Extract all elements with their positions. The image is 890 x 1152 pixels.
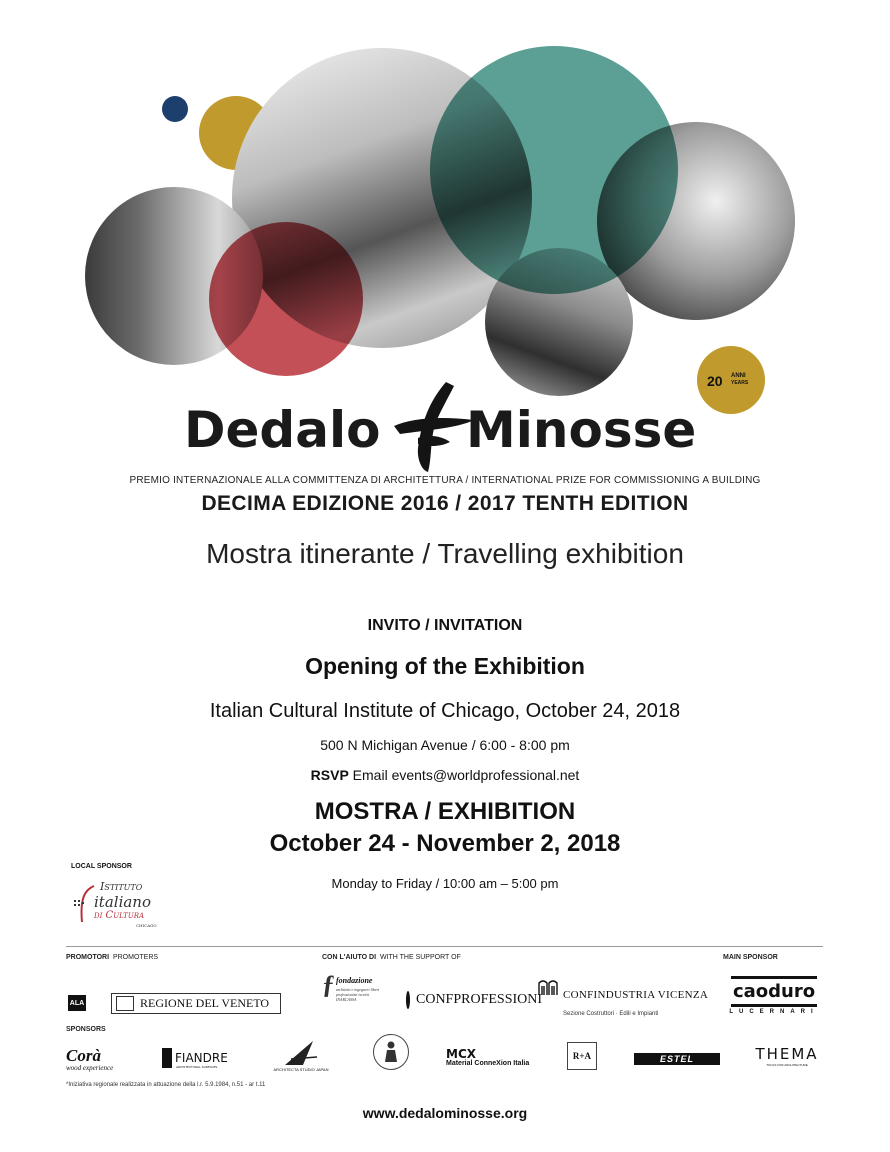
- confindustria-sub: Sezione Costruttori · Edili e Impianti: [563, 1011, 659, 1017]
- opening-title: Opening of the Exhibition: [305, 653, 585, 679]
- venue-text: Italian Cultural Institute of Chicago, October 24, 2018: [209, 700, 681, 722]
- cora-logo: [66, 1042, 124, 1076]
- sponsors-label: [66, 1026, 106, 1033]
- brush-stroke-icon: [388, 378, 478, 474]
- teal-circle: [430, 46, 678, 294]
- thema-sub: TOOLS FOR ARCHITECTURE: [766, 1063, 808, 1067]
- confprofessioni-icon: [406, 991, 410, 1009]
- anniversary-label: [731, 373, 748, 387]
- rsvp-line: [0, 767, 890, 783]
- iic-line1: Istituto: [100, 880, 143, 893]
- thema-text: THEMA: [755, 1045, 819, 1063]
- website-link[interactable]: www.dedalominosse.org: [362, 1105, 528, 1121]
- thema-logo: [750, 1046, 824, 1066]
- confprofessioni-text: CONFPROFESSIONI: [416, 992, 543, 1007]
- confindustria-icon: [537, 978, 559, 996]
- support-label-it: CON L'AIUTO DI: [322, 954, 377, 961]
- mcx-text: MCX: [446, 1046, 476, 1061]
- promoters-label-en: PROMOTERS: [112, 954, 159, 961]
- invitation-heading: INVITO / INVITATION: [367, 617, 523, 634]
- caoduro-logo: [724, 972, 824, 1018]
- fiandre-text: FIANDRE: [175, 1051, 228, 1065]
- fondazione-f-icon: ƒ: [322, 970, 335, 999]
- fiandre-logo: [162, 1045, 236, 1071]
- fiandre-mark-icon: [162, 1048, 172, 1068]
- istituto-italiano-cultura-logo: [72, 880, 172, 932]
- caoduro-text: caoduro: [731, 976, 817, 1007]
- confindustria-vicenza-logo: [537, 978, 709, 1018]
- rsvp-email[interactable]: Email events@worldprofessional.net: [348, 767, 580, 783]
- cora-text: Corà: [66, 1045, 101, 1065]
- main-sponsor-label: [723, 954, 778, 961]
- cora-sub: wood experience: [66, 1063, 114, 1072]
- logo-dedalo: Dedalo: [184, 401, 381, 459]
- iic-line3: di Cultura: [94, 910, 145, 921]
- confprofessioni-logo: [406, 987, 543, 1013]
- fondazione-inarcassa-logo: [322, 970, 382, 1016]
- exhibition-hours: Monday to Friday / 10:00 am – 5:00 pm: [331, 876, 559, 891]
- address-text: 500 N Michigan Avenue / 6:00 - 8:00 pm: [320, 737, 570, 753]
- prize-subtitle: PREMIO INTERNAZIONALE ALLA COMMITTENZA DI ARCHITETTURA / INTERNATIONAL PRIZE FOR COMMISSIONING A BUILDING: [129, 475, 761, 486]
- anniversary-label-en: YEARS: [731, 380, 749, 386]
- local-sponsor-label: LOCAL SPONSOR: [71, 863, 132, 870]
- anniversary-number: 20: [707, 373, 723, 389]
- veneto-crest-icon: [116, 996, 134, 1011]
- seal-logo: [373, 1034, 409, 1070]
- ra-logo: R+A: [567, 1042, 597, 1070]
- promoters-label-it: PROMOTORI: [66, 954, 110, 961]
- main-sponsor-label-text: MAIN SPONSOR: [723, 954, 778, 961]
- logo-minosse: Minosse: [466, 401, 697, 459]
- confindustria-text: CONFINDUSTRIA VICENZA: [563, 989, 709, 1001]
- iic-city: CHICAGO: [136, 923, 157, 928]
- promoters-label: [66, 954, 158, 961]
- fondazione-text: fondazione: [336, 976, 373, 985]
- architecta-mark-icon: [281, 1039, 321, 1067]
- ala-logo: ALA: [68, 995, 86, 1011]
- iic-line2: italiano: [94, 893, 151, 911]
- estel-logo: ESTEL: [634, 1053, 720, 1065]
- fiandre-sub: ARCHITECTURAL SURFACES: [176, 1065, 218, 1069]
- mcx-sub: Material ConneXion Italia: [446, 1059, 530, 1067]
- fondazione-small: architetti e ingegneri liberi professionisti iscritti INARCASSA: [336, 987, 380, 1002]
- red-circle: [209, 222, 363, 376]
- exhibition-heading: MOSTRA / EXHIBITION: [314, 798, 576, 825]
- support-label: [322, 954, 461, 961]
- regione-veneto-logo: [111, 993, 281, 1014]
- exhibition-dates: October 24 - November 2, 2018: [269, 830, 621, 857]
- sponsors-label-text: SPONSORS: [66, 1026, 106, 1033]
- sponsor-divider: [66, 946, 823, 947]
- edition-title: DECIMA EDIZIONE 2016 / 2017 TENTH EDITION: [201, 492, 689, 515]
- rsvp-label: RSVP: [310, 767, 349, 783]
- caoduro-sub: LUCERNARI: [729, 1008, 819, 1015]
- veneto-text: REGIONE DEL VENETO: [140, 996, 270, 1010]
- regional-footnote: *Iniziativa regionale realizzata in attuazione della l.r. 5.9.1984, n.51 - ar t.11: [66, 1082, 266, 1088]
- support-label-en: WITH THE SUPPORT OF: [379, 954, 461, 961]
- travelling-exhibition-title: Mostra itinerante / Travelling exhibition: [206, 538, 684, 569]
- architecta-text: ARCHITECTA STUDIO JAPAN: [273, 1066, 329, 1072]
- material-connexion-logo: [446, 1046, 536, 1068]
- anniversary-label-it: ANNI: [731, 373, 746, 379]
- architecta-studio-logo: [268, 1035, 334, 1075]
- seal-figure-icon: [381, 1040, 401, 1064]
- hero-collage: [0, 0, 890, 400]
- navy-dot: [162, 96, 188, 122]
